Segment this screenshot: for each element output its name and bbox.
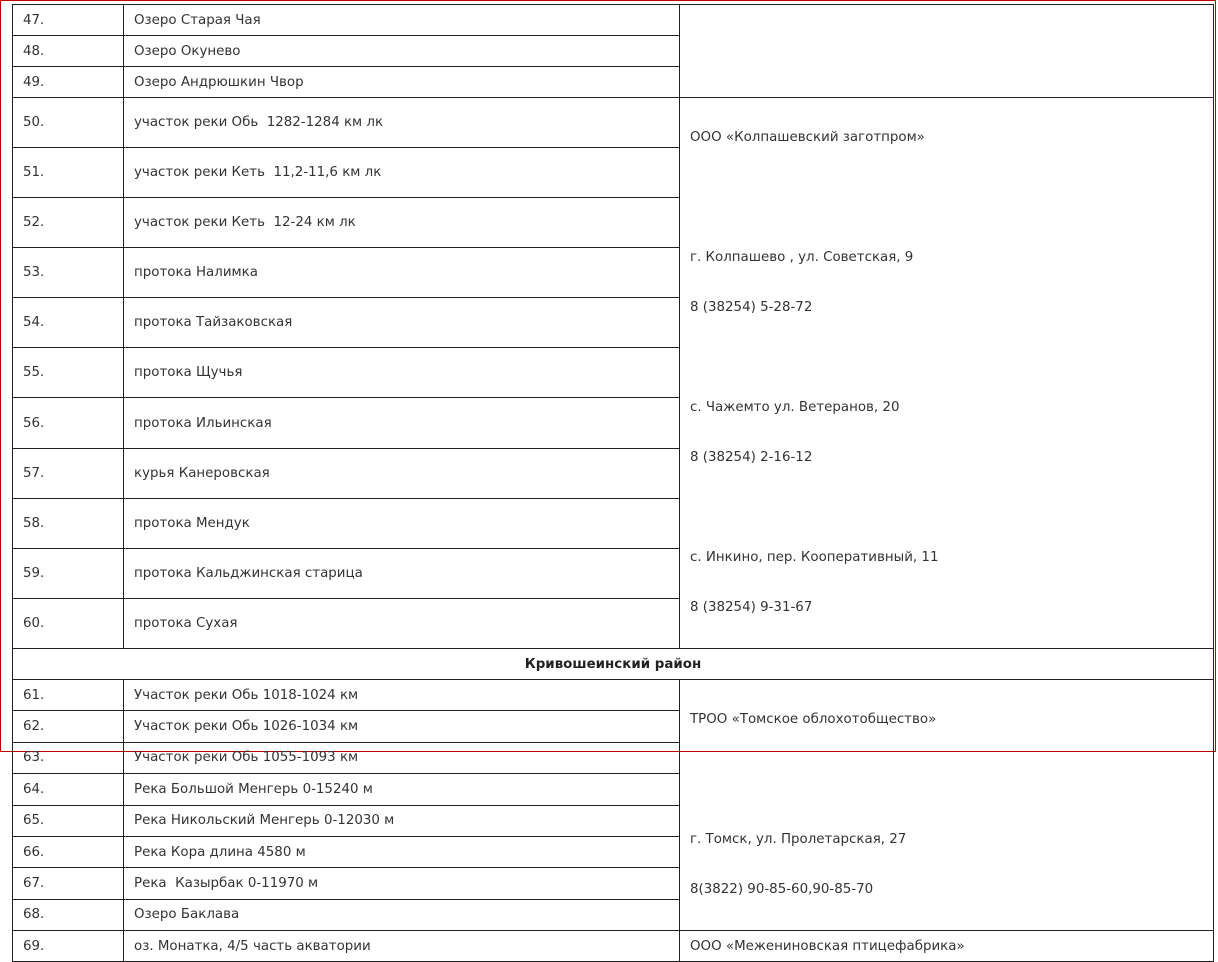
table-row <box>13 5 1214 36</box>
organization-name: ООО «Колпашевский заготпром» <box>690 130 925 145</box>
organization-name: ТРОО «Томское облохотобщество» <box>690 712 937 727</box>
organization-cell <box>680 680 1214 931</box>
organization-address: с. Инкино, пер. Кооперативный, 11 <box>690 550 939 565</box>
organization-phone: 8 (38254) 9-31-67 <box>690 600 813 615</box>
water-body-name: протока Сухая <box>124 598 680 648</box>
water-body-name: Участок реки Обь 1018-1024 км <box>124 680 680 711</box>
water-body-name: оз. Монатка, 4/5 часть акватории <box>124 931 680 962</box>
row-number: 61. <box>13 680 124 711</box>
water-body-name: Река Никольский Менгерь 0-12030 м <box>124 805 680 836</box>
row-number: 68. <box>13 899 124 930</box>
table-row <box>13 98 1214 148</box>
organization-phone: 8 (38254) 2-16-12 <box>690 450 813 465</box>
organization-address: г. Колпашево , ул. Советская, 9 <box>690 250 914 265</box>
water-body-name: Участок реки Обь 1026-1034 км <box>124 711 680 742</box>
row-number: 58. <box>13 498 124 548</box>
row-number: 51. <box>13 148 124 198</box>
water-body-name: протока Тайзаковская <box>124 298 680 348</box>
water-body-name: протока Мендук <box>124 498 680 548</box>
water-body-name: протока Кальджинская старица <box>124 548 680 598</box>
water-body-name: протока Ильинская <box>124 398 680 448</box>
table-row <box>13 680 1214 711</box>
organization-phone: 8(3822) 90-85-60,90-85-70 <box>690 882 874 897</box>
row-number: 54. <box>13 298 124 348</box>
water-body-name: Озеро Баклава <box>124 899 680 930</box>
row-number: 60. <box>13 598 124 648</box>
row-number: 52. <box>13 198 124 248</box>
row-number: 56. <box>13 398 124 448</box>
organization-phone: 8 (38254) 5-28-72 <box>690 300 813 315</box>
table-row <box>13 931 1214 962</box>
water-body-name: Участок реки Обь 1055-1093 км <box>124 742 680 773</box>
water-body-name: курья Канеровская <box>124 448 680 498</box>
row-number: 59. <box>13 548 124 598</box>
row-number: 63. <box>13 742 124 773</box>
district-heading: Кривошеинский район <box>13 649 1214 680</box>
water-body-name: Река Казырбак 0-11970 м <box>124 868 680 899</box>
water-body-name: Озеро Окунево <box>124 36 680 67</box>
row-number: 67. <box>13 868 124 899</box>
organization-cell <box>680 5 1214 98</box>
row-number: 48. <box>13 36 124 67</box>
organization-address: с. Чажемто ул. Ветеранов, 20 <box>690 400 900 415</box>
water-body-name: Река Кора длина 4580 м <box>124 836 680 867</box>
fishing-areas-table <box>12 4 1214 962</box>
row-number: 65. <box>13 805 124 836</box>
water-body-name: протока Щучья <box>124 348 680 398</box>
row-number: 57. <box>13 448 124 498</box>
row-number: 50. <box>13 98 124 148</box>
row-number: 69. <box>13 931 124 962</box>
water-body-name: участок реки Кеть 12-24 км лк <box>124 198 680 248</box>
organization-address: г. Томск, ул. Пролетарская, 27 <box>690 832 907 847</box>
row-number: 47. <box>13 5 124 36</box>
row-number: 64. <box>13 774 124 805</box>
row-number: 55. <box>13 348 124 398</box>
organization-cell <box>680 98 1214 649</box>
row-number: 66. <box>13 836 124 867</box>
water-body-name: Река Большой Менгерь 0-15240 м <box>124 774 680 805</box>
row-number: 49. <box>13 67 124 98</box>
water-body-name: участок реки Кеть 11,2-11,6 км лк <box>124 148 680 198</box>
water-body-name: Озеро Старая Чая <box>124 5 680 36</box>
water-body-name: Озеро Андрюшкин Чвор <box>124 67 680 98</box>
section-row <box>13 649 1214 680</box>
organization-name: ООО «Межениновская птицефабрика» <box>680 931 1214 962</box>
row-number: 62. <box>13 711 124 742</box>
water-body-name: участок реки Обь 1282-1284 км лк <box>124 98 680 148</box>
row-number: 53. <box>13 248 124 298</box>
water-body-name: протока Налимка <box>124 248 680 298</box>
